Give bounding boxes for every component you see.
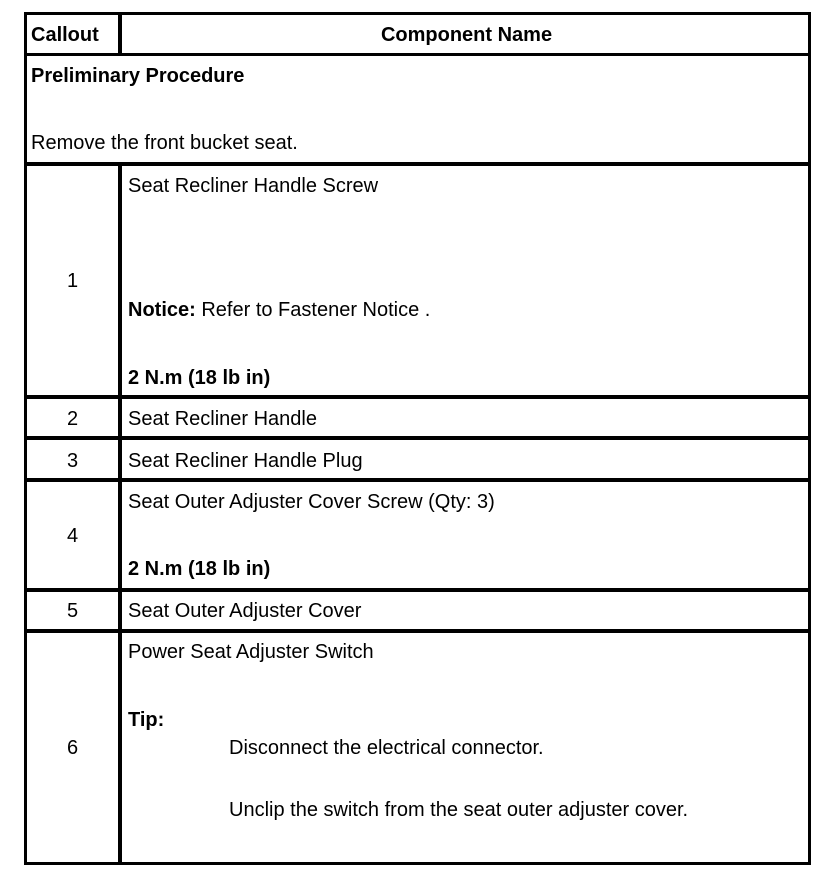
component-name: Seat Outer Adjuster Cover bbox=[128, 600, 362, 622]
callout-number: 6 bbox=[66, 737, 79, 759]
notice bbox=[128, 298, 430, 322]
component-name: Seat Recliner Handle Screw bbox=[128, 175, 379, 197]
component-name: Seat Outer Adjuster Cover Screw (Qty: 3) bbox=[128, 491, 495, 513]
header-component-name: Component Name bbox=[380, 24, 553, 46]
callout-number: 3 bbox=[66, 450, 79, 472]
component-name: Seat Recliner Handle bbox=[128, 408, 317, 430]
tip-label: Tip: bbox=[128, 709, 165, 731]
preliminary-text: Remove the front bucket seat. bbox=[31, 132, 298, 154]
tip-step: Disconnect the electrical connector. bbox=[229, 737, 544, 759]
torque-spec: 2 N.m (18 lb in) bbox=[128, 367, 271, 389]
callout-number: 2 bbox=[66, 408, 79, 430]
callout-number: 4 bbox=[66, 525, 79, 547]
tip-step: Unclip the switch from the seat outer adjuster cover. bbox=[229, 799, 689, 821]
component-name: Power Seat Adjuster Switch bbox=[128, 641, 374, 663]
notice-label: Notice: bbox=[128, 299, 196, 321]
table-row bbox=[24, 163, 811, 398]
preliminary-title: Preliminary Procedure bbox=[31, 65, 245, 87]
torque-spec: 2 N.m (18 lb in) bbox=[128, 558, 271, 580]
callout-number: 5 bbox=[66, 600, 79, 622]
notice-text: Refer to Fastener Notice . bbox=[201, 299, 431, 321]
header-callout: Callout bbox=[31, 24, 99, 46]
callout-number: 1 bbox=[66, 270, 79, 292]
component-name: Seat Recliner Handle Plug bbox=[128, 450, 363, 472]
